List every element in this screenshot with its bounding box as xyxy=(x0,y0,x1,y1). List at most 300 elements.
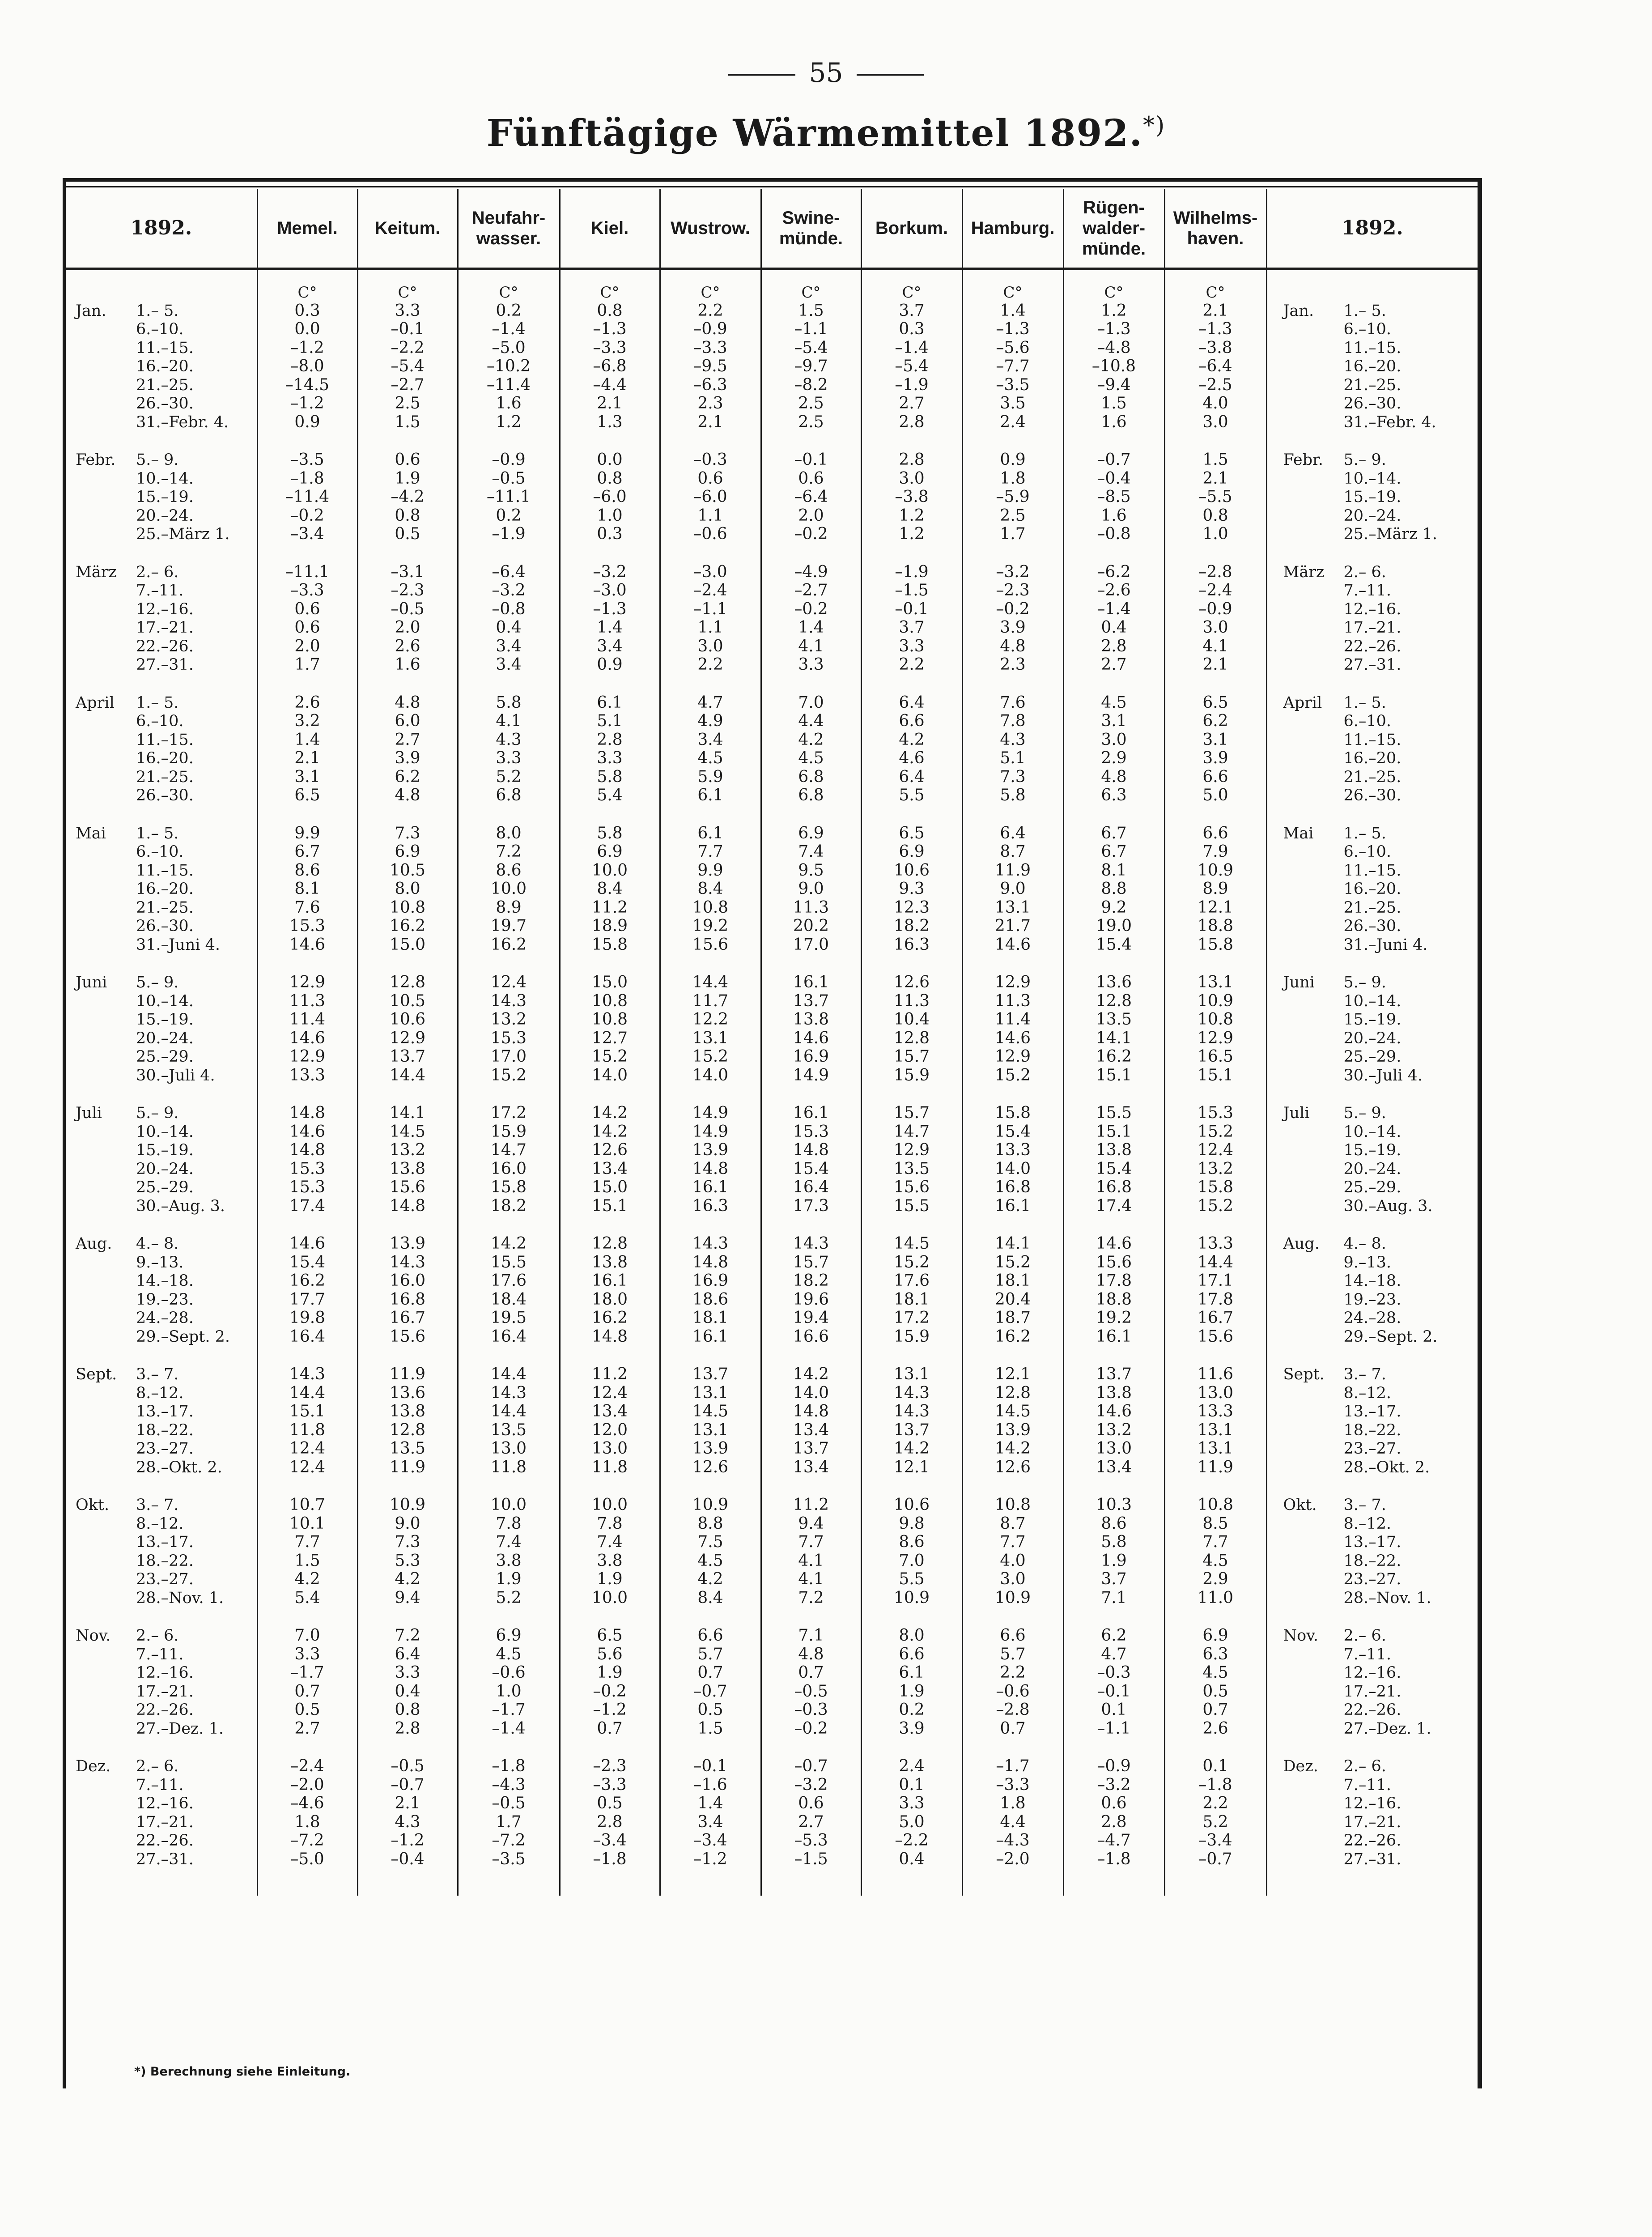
value-cell: –2.6 xyxy=(1063,582,1164,600)
table-row xyxy=(66,1627,1478,1646)
value-cell: 5.1 xyxy=(560,712,660,731)
value-cell: 10.9 xyxy=(1164,992,1266,1011)
period-range: 1.– 5. xyxy=(136,824,179,842)
value-cell: 21.7 xyxy=(962,917,1063,936)
table-row xyxy=(66,1664,1478,1683)
value-cell: 13.1 xyxy=(660,1029,761,1048)
value-cell: –1.5 xyxy=(861,582,962,600)
value-cell: 11.3 xyxy=(257,992,357,1011)
month-label: Mai xyxy=(1283,824,1314,842)
month-label: Dez. xyxy=(1283,1757,1318,1776)
value-cell: 11.9 xyxy=(1164,1458,1266,1477)
value-cell: 0.6 xyxy=(257,619,357,638)
table-row xyxy=(66,451,1478,470)
value-cell: 7.1 xyxy=(1063,1589,1164,1608)
period-label xyxy=(66,1533,257,1552)
value-cell: 2.1 xyxy=(560,395,660,413)
table-row xyxy=(66,936,1478,954)
period-label xyxy=(66,1645,257,1664)
period-label xyxy=(66,376,257,395)
period-range: 25.–März 1. xyxy=(1343,525,1438,544)
table-row xyxy=(66,1533,1478,1552)
period-range: 19.–23. xyxy=(1343,1290,1401,1309)
table-row xyxy=(66,413,1478,432)
value-cell: 1.9 xyxy=(861,1682,962,1701)
value-cell: 19.5 xyxy=(458,1309,560,1328)
value-cell: 14.2 xyxy=(560,1123,660,1141)
period-range: 15.–19. xyxy=(1343,1011,1401,1029)
value-cell: –0.5 xyxy=(761,1682,861,1701)
period-label xyxy=(66,1850,257,1869)
value-cell: 8.8 xyxy=(660,1514,761,1533)
period-label xyxy=(66,731,257,749)
value-cell: 13.8 xyxy=(1063,1141,1164,1160)
value-cell: 13.3 xyxy=(962,1141,1063,1160)
period-range: 31.–Febr. 4. xyxy=(136,413,229,431)
value-cell: 8.6 xyxy=(458,861,560,880)
table-row xyxy=(66,1421,1478,1440)
value-cell: –0.8 xyxy=(1063,525,1164,544)
value-cell: 2.6 xyxy=(1164,1719,1266,1738)
value-cell: –0.4 xyxy=(1063,469,1164,488)
value-cell: 15.1 xyxy=(560,1197,660,1216)
value-cell: 7.8 xyxy=(458,1514,560,1533)
value-cell: –2.8 xyxy=(1164,563,1266,582)
value-cell: 3.8 xyxy=(560,1552,660,1570)
value-cell: 17.4 xyxy=(1063,1197,1164,1216)
value-cell: 0.5 xyxy=(660,1701,761,1720)
value-cell: 1.2 xyxy=(861,506,962,525)
value-cell: 6.0 xyxy=(357,712,458,731)
table-row xyxy=(66,843,1478,862)
value-cell: 15.2 xyxy=(560,1048,660,1067)
value-cell: 4.8 xyxy=(357,693,458,712)
period-label xyxy=(1266,1421,1478,1440)
value-cell: 3.4 xyxy=(660,1813,761,1832)
period-range: 21.–25. xyxy=(136,376,194,394)
value-cell: 0.8 xyxy=(560,469,660,488)
value-cell: 14.6 xyxy=(1063,1235,1164,1254)
value-cell: 2.5 xyxy=(761,395,861,413)
period-range: 5.– 9. xyxy=(1343,451,1386,469)
value-cell: 1.4 xyxy=(257,731,357,749)
value-cell: 14.3 xyxy=(357,1253,458,1272)
period-label xyxy=(1266,600,1478,619)
table-row xyxy=(66,1589,1478,1608)
period-label xyxy=(66,1776,257,1795)
value-cell: –5.5 xyxy=(1164,488,1266,507)
period-label xyxy=(1266,469,1478,488)
period-range: 12.–16. xyxy=(136,600,194,618)
value-cell: 4.0 xyxy=(962,1552,1063,1570)
value-cell: 9.4 xyxy=(761,1514,861,1533)
value-cell: 11.3 xyxy=(962,992,1063,1011)
period-range: 25.–29. xyxy=(136,1178,194,1197)
value-cell: –2.7 xyxy=(357,376,458,395)
value-cell: –1.3 xyxy=(560,320,660,339)
value-cell: –2.3 xyxy=(357,582,458,600)
period-label xyxy=(66,1178,257,1197)
value-cell: 17.0 xyxy=(761,936,861,954)
table-row xyxy=(66,1066,1478,1085)
value-cell: 15.5 xyxy=(458,1253,560,1272)
unit-label: C° xyxy=(962,269,1063,302)
value-cell: 14.2 xyxy=(861,1440,962,1459)
value-cell: –2.3 xyxy=(560,1757,660,1776)
period-range: 17.–21. xyxy=(136,619,194,637)
value-cell: 17.0 xyxy=(458,1048,560,1067)
period-label xyxy=(1266,1141,1478,1160)
value-cell: 1.3 xyxy=(560,413,660,432)
value-cell: 15.8 xyxy=(1164,1178,1266,1197)
value-cell: 6.8 xyxy=(761,768,861,787)
table-row xyxy=(66,1327,1478,1346)
value-cell: 15.3 xyxy=(257,1160,357,1178)
period-range: 24.–28. xyxy=(1343,1309,1401,1327)
value-cell: 5.2 xyxy=(1164,1813,1266,1832)
table-row xyxy=(66,1645,1478,1664)
table-row xyxy=(66,992,1478,1011)
value-cell: 14.1 xyxy=(962,1235,1063,1254)
value-cell: –0.9 xyxy=(458,451,560,470)
value-cell: 0.4 xyxy=(458,619,560,638)
value-cell: 14.6 xyxy=(1063,1403,1164,1421)
value-cell: 13.7 xyxy=(357,1048,458,1067)
value-cell: –0.2 xyxy=(761,1719,861,1738)
value-cell: 7.6 xyxy=(962,693,1063,712)
value-cell: 3.3 xyxy=(861,1795,962,1813)
table-row xyxy=(66,880,1478,899)
value-cell: 4.5 xyxy=(660,1552,761,1570)
unit-label: C° xyxy=(761,269,861,302)
period-range: 29.–Sept. 2. xyxy=(136,1327,230,1346)
period-range: 2.– 6. xyxy=(1343,1627,1386,1645)
period-label xyxy=(1266,1011,1478,1029)
value-cell: 4.1 xyxy=(761,1552,861,1570)
value-cell: 0.4 xyxy=(861,1850,962,1869)
value-cell: 0.8 xyxy=(357,506,458,525)
value-cell: 16.2 xyxy=(357,917,458,936)
value-cell: 14.6 xyxy=(761,1029,861,1048)
value-cell: –1.8 xyxy=(458,1757,560,1776)
period-range: 4.– 8. xyxy=(1343,1235,1386,1253)
period-label xyxy=(1266,1589,1478,1608)
table-row xyxy=(66,898,1478,917)
value-cell: 0.6 xyxy=(1063,1795,1164,1813)
period-range: 10.–14. xyxy=(1343,469,1401,488)
value-cell: 10.8 xyxy=(560,992,660,1011)
value-cell: 4.8 xyxy=(357,787,458,805)
value-cell: 1.2 xyxy=(458,413,560,432)
value-cell: –1.4 xyxy=(458,320,560,339)
period-range: 29.–Sept. 2. xyxy=(1343,1327,1438,1346)
table-row xyxy=(66,1757,1478,1776)
value-cell: –1.1 xyxy=(1063,1719,1164,1738)
value-cell: 3.0 xyxy=(1164,619,1266,638)
value-cell: –1.1 xyxy=(761,320,861,339)
group-gap xyxy=(66,1085,1478,1104)
value-cell: 4.5 xyxy=(1164,1552,1266,1570)
period-range: 17.–21. xyxy=(1343,619,1401,637)
value-cell: –1.9 xyxy=(861,563,962,582)
table-row xyxy=(66,1365,1478,1384)
value-cell: 16.2 xyxy=(458,936,560,954)
period-label xyxy=(1266,582,1478,600)
period-range: 9.–13. xyxy=(1343,1253,1392,1272)
period-label xyxy=(66,712,257,731)
period-label xyxy=(1266,1440,1478,1459)
period-range: 30.–Juli 4. xyxy=(1343,1066,1423,1084)
value-cell: 2.2 xyxy=(1164,1795,1266,1813)
value-cell: 14.7 xyxy=(861,1123,962,1141)
value-cell: –3.5 xyxy=(458,1850,560,1869)
value-cell: 11.9 xyxy=(962,861,1063,880)
period-label xyxy=(1266,1813,1478,1832)
period-label xyxy=(1266,693,1478,712)
period-label xyxy=(66,1719,257,1738)
value-cell: 13.6 xyxy=(1063,974,1164,992)
value-cell: 2.4 xyxy=(962,413,1063,432)
value-cell: 7.0 xyxy=(761,693,861,712)
value-cell: 18.8 xyxy=(1063,1290,1164,1309)
value-cell: 2.0 xyxy=(761,506,861,525)
period-label xyxy=(66,525,257,544)
value-cell: 14.4 xyxy=(1164,1253,1266,1272)
value-cell: 2.3 xyxy=(660,395,761,413)
value-cell: 17.6 xyxy=(458,1272,560,1291)
value-cell: 1.4 xyxy=(560,619,660,638)
value-cell: –3.4 xyxy=(1164,1832,1266,1850)
period-range: 20.–24. xyxy=(136,506,194,525)
table-row xyxy=(66,1141,1478,1160)
period-range: 12.–16. xyxy=(1343,600,1401,618)
value-cell: 9.5 xyxy=(761,861,861,880)
value-cell: 1.9 xyxy=(560,1570,660,1589)
value-cell: –6.0 xyxy=(560,488,660,507)
value-cell: –2.7 xyxy=(761,582,861,600)
period-range: 22.–26. xyxy=(1343,1832,1401,1850)
period-range: 28.–Okt. 2. xyxy=(1343,1458,1430,1476)
value-cell: 12.9 xyxy=(861,1141,962,1160)
period-label xyxy=(66,1421,257,1440)
group-gap xyxy=(66,1216,1478,1235)
value-cell: 18.0 xyxy=(560,1290,660,1309)
value-cell: 15.6 xyxy=(660,936,761,954)
period-range: 5.– 9. xyxy=(136,1104,179,1123)
value-cell: 0.9 xyxy=(560,656,660,675)
value-cell: 4.7 xyxy=(1063,1645,1164,1664)
period-label xyxy=(1266,1496,1478,1515)
value-cell: 14.8 xyxy=(257,1104,357,1123)
value-cell: 11.4 xyxy=(962,1011,1063,1029)
value-cell: 3.3 xyxy=(357,302,458,320)
period-label xyxy=(1266,1384,1478,1403)
value-cell: 12.1 xyxy=(1164,898,1266,917)
value-cell: –1.9 xyxy=(861,376,962,395)
value-cell: 10.3 xyxy=(1063,1496,1164,1515)
value-cell: 7.8 xyxy=(560,1514,660,1533)
value-cell: 0.4 xyxy=(1063,619,1164,638)
value-cell: –0.5 xyxy=(458,469,560,488)
value-cell: 4.0 xyxy=(1164,395,1266,413)
value-cell: 15.2 xyxy=(1164,1123,1266,1141)
value-cell: –1.9 xyxy=(458,525,560,544)
value-cell: 13.1 xyxy=(660,1421,761,1440)
value-cell: –1.8 xyxy=(560,1850,660,1869)
value-cell: 13.6 xyxy=(357,1384,458,1403)
unit-label: C° xyxy=(257,269,357,302)
value-cell: 15.8 xyxy=(962,1104,1063,1123)
value-cell: 1.5 xyxy=(660,1719,761,1738)
period-range: 28.–Nov. 1. xyxy=(1343,1589,1431,1607)
value-cell: 8.6 xyxy=(1063,1514,1164,1533)
period-range: 27.–31. xyxy=(1343,1850,1401,1868)
value-cell: 14.3 xyxy=(761,1235,861,1254)
period-label xyxy=(1266,525,1478,544)
period-range: 5.– 9. xyxy=(136,451,179,469)
value-cell: 6.5 xyxy=(1164,693,1266,712)
period-range: 19.–23. xyxy=(136,1290,194,1309)
value-cell: 13.7 xyxy=(761,1440,861,1459)
value-cell: 13.8 xyxy=(1063,1384,1164,1403)
value-cell: 14.3 xyxy=(861,1384,962,1403)
period-label xyxy=(66,992,257,1011)
period-range: 18.–22. xyxy=(136,1421,194,1439)
value-cell: 3.7 xyxy=(1063,1570,1164,1589)
period-label xyxy=(66,395,257,413)
value-cell: 2.0 xyxy=(257,637,357,656)
value-cell: –10.2 xyxy=(458,357,560,376)
table-row xyxy=(66,1440,1478,1459)
period-range: 5.– 9. xyxy=(1343,974,1386,992)
period-label xyxy=(1266,451,1478,470)
period-label xyxy=(66,1309,257,1328)
value-cell: 16.1 xyxy=(560,1272,660,1291)
period-range: 11.–15. xyxy=(136,731,194,749)
value-cell: –3.5 xyxy=(962,376,1063,395)
period-range: 26.–30. xyxy=(136,917,194,936)
value-cell: 5.0 xyxy=(1164,787,1266,805)
value-cell: 8.4 xyxy=(660,1589,761,1608)
period-range: 27.–Dez. 1. xyxy=(1343,1719,1431,1738)
value-cell: 8.0 xyxy=(357,880,458,899)
value-cell: 7.2 xyxy=(357,1627,458,1646)
value-cell: 15.0 xyxy=(357,936,458,954)
table-row xyxy=(66,1570,1478,1589)
period-label xyxy=(66,637,257,656)
value-cell: –7.7 xyxy=(962,357,1063,376)
table-row xyxy=(66,637,1478,656)
value-cell: 1.9 xyxy=(458,1570,560,1589)
value-cell: 0.2 xyxy=(458,506,560,525)
year-header-right: 1892. xyxy=(1266,189,1478,269)
value-cell: 4.3 xyxy=(357,1813,458,1832)
period-range: 21.–25. xyxy=(136,898,194,917)
period-range: 16.–20. xyxy=(1343,880,1401,898)
period-range: 13.–17. xyxy=(136,1533,194,1552)
group-gap xyxy=(66,1738,1478,1757)
value-cell: 6.4 xyxy=(962,824,1063,843)
period-label xyxy=(1266,1795,1478,1813)
period-range: 16.–20. xyxy=(136,357,194,376)
value-cell: 13.1 xyxy=(861,1365,962,1384)
period-label xyxy=(1266,731,1478,749)
value-cell: 2.2 xyxy=(660,302,761,320)
value-cell: 16.2 xyxy=(257,1272,357,1291)
table-row xyxy=(66,731,1478,749)
value-cell: 2.5 xyxy=(761,413,861,432)
table-row xyxy=(66,1795,1478,1813)
value-cell: 19.8 xyxy=(257,1309,357,1328)
value-cell: –4.7 xyxy=(1063,1832,1164,1850)
value-cell: 0.1 xyxy=(1164,1757,1266,1776)
value-cell: –0.9 xyxy=(660,320,761,339)
value-cell: 19.6 xyxy=(761,1290,861,1309)
value-cell: 7.9 xyxy=(1164,843,1266,862)
value-cell: 15.6 xyxy=(1164,1327,1266,1346)
value-cell: 2.1 xyxy=(660,413,761,432)
value-cell: 13.7 xyxy=(1063,1365,1164,1384)
value-cell: –3.8 xyxy=(861,488,962,507)
period-label xyxy=(1266,1757,1478,1776)
period-label xyxy=(66,1160,257,1178)
value-cell: 14.8 xyxy=(660,1160,761,1178)
period-range: 31.–Juni 4. xyxy=(136,936,220,954)
value-cell: 3.7 xyxy=(861,302,962,320)
value-cell: 7.7 xyxy=(962,1533,1063,1552)
value-cell: 14.6 xyxy=(257,936,357,954)
value-cell: –1.5 xyxy=(761,1850,861,1869)
value-cell: 4.5 xyxy=(1063,693,1164,712)
value-cell: 17.2 xyxy=(861,1309,962,1328)
value-cell: 3.3 xyxy=(257,1645,357,1664)
period-range: 22.–26. xyxy=(136,1701,194,1719)
period-label xyxy=(66,1589,257,1608)
value-cell: –0.1 xyxy=(357,320,458,339)
value-cell: 5.0 xyxy=(861,1813,962,1832)
value-cell: 18.2 xyxy=(458,1197,560,1216)
period-range: 28.–Okt. 2. xyxy=(136,1458,222,1476)
value-cell: 15.4 xyxy=(1063,936,1164,954)
table-row xyxy=(66,1514,1478,1533)
period-range: 23.–27. xyxy=(136,1440,194,1458)
value-cell: –3.0 xyxy=(560,582,660,600)
value-cell: –4.6 xyxy=(257,1795,357,1813)
value-cell: 6.6 xyxy=(660,1627,761,1646)
value-cell: 5.3 xyxy=(357,1552,458,1570)
period-range: 23.–27. xyxy=(1343,1570,1401,1589)
value-cell: 20.4 xyxy=(962,1290,1063,1309)
value-cell: 13.2 xyxy=(1063,1421,1164,1440)
value-cell: 10.9 xyxy=(962,1589,1063,1608)
period-range: 26.–30. xyxy=(136,395,194,413)
table-row xyxy=(66,824,1478,843)
value-cell: –0.9 xyxy=(1164,600,1266,619)
value-cell: 4.5 xyxy=(660,749,761,768)
value-cell: 3.0 xyxy=(1164,413,1266,432)
value-cell: 18.7 xyxy=(962,1309,1063,1328)
value-cell: 14.5 xyxy=(962,1403,1063,1421)
value-cell: –5.0 xyxy=(257,1850,357,1869)
value-cell: 0.6 xyxy=(761,1795,861,1813)
value-cell: 3.5 xyxy=(962,395,1063,413)
value-cell: –1.2 xyxy=(660,1850,761,1869)
value-cell: 18.8 xyxy=(1164,917,1266,936)
value-cell: 12.4 xyxy=(458,974,560,992)
value-cell: 16.1 xyxy=(660,1327,761,1346)
period-label xyxy=(66,600,257,619)
value-cell: 6.9 xyxy=(1164,1627,1266,1646)
